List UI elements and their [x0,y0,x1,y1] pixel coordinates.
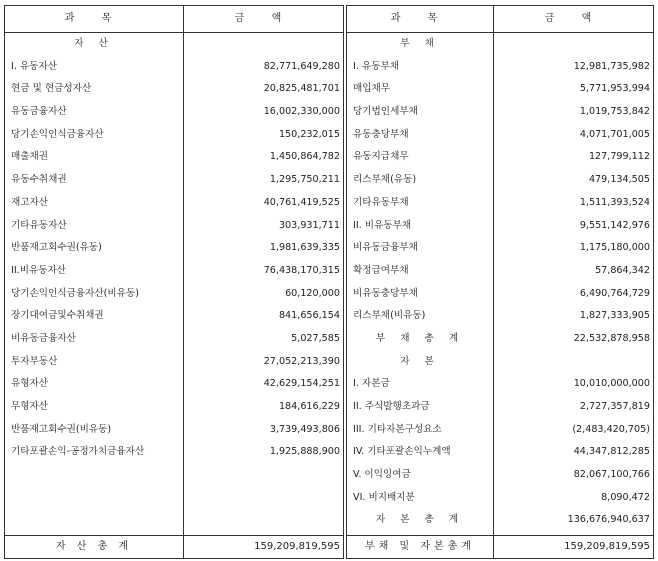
statement-row [347,487,653,510]
row-label: 기타유동자산 [11,219,67,231]
row-label: 부 채 [400,38,440,49]
statement-row [5,305,343,328]
row-label: V. 이익잉여금 [353,469,411,481]
row-amount: 1,511,393,524 [579,196,650,208]
row-amount: 1,295,750,211 [269,174,340,186]
row-label: IV. 기타포괄손익누계액 [353,446,451,458]
row-amount: 12,981,735,982 [573,60,650,72]
statement-row [5,441,343,464]
row-label: 무형자산 [11,401,49,412]
statement-row [347,373,653,396]
row-amount: 1,019,753,842 [579,106,650,118]
row-amount: 44,347,812,285 [573,446,650,458]
row-amount: 479,134,505 [588,174,650,186]
assets-total-row [5,535,343,558]
statement-row [347,215,653,238]
statement-row [5,101,343,124]
statement-row [5,192,343,215]
item-column-header: 과 목 [64,13,124,24]
statement-row [5,237,343,260]
row-amount: 82,771,649,280 [263,60,340,72]
row-amount: 82,067,100,766 [573,469,650,481]
statement-row [347,441,653,464]
statement-row [347,396,653,419]
row-label: II. 비유동부채 [353,219,412,231]
row-amount: (2,483,420,705) [572,423,650,435]
row-amount: 5,771,953,994 [579,83,650,95]
row-label: 유동금융자산 [11,106,67,118]
statement-row [347,101,653,124]
row-label: I. 자본금 [353,378,390,390]
row-amount: 20,825,481,701 [263,83,340,95]
row-amount: 27,052,213,390 [263,355,340,367]
statement-row [347,146,653,169]
row-amount: 6,490,764,729 [579,287,650,299]
total-label: 자 산 총 계 [55,541,133,552]
row-amount: 60,120,000 [285,287,340,299]
row-label: 부 채 총 계 [375,332,465,344]
statement-row [5,260,343,283]
total-amount: 159,209,819,595 [564,541,650,552]
liabilities-equity-total-row [347,535,653,558]
liabilities-rows [347,33,653,532]
statement-row [347,351,653,374]
statement-row [347,328,653,351]
row-amount: 8,090,472 [601,491,650,503]
statement-row [5,169,343,192]
statement-row [347,56,653,79]
statement-row [5,33,343,56]
row-amount: 4,071,701,005 [579,128,650,140]
statement-row [5,56,343,79]
statement-row [347,419,653,442]
row-label: II.비유동자산 [11,264,67,276]
statement-row [347,78,653,101]
row-amount: 10,010,000,000 [573,378,650,390]
statement-row [5,146,343,169]
row-amount: 184,616,229 [278,401,340,412]
statement-row [5,124,343,147]
total-amount: 159,209,819,595 [254,541,340,552]
row-label: 투자부동산 [11,355,58,367]
row-label: 확정급여부채 [353,264,409,276]
statement-row [347,464,653,487]
statement-row [347,33,653,56]
row-label: I. 유동자산 [11,60,57,72]
row-amount: 40,761,419,525 [263,196,340,208]
row-label: 반품재고회수권(비유동) [11,423,112,435]
row-label: 당기손익인식금융자산(비유동) [11,287,139,299]
statement-row [5,419,343,442]
statement-row [347,124,653,147]
row-amount: 16,002,330,000 [263,106,340,118]
row-amount: 9,551,142,976 [579,219,650,231]
row-amount: 42,629,154,251 [263,378,340,390]
statement-row [5,283,343,306]
statement-row [347,509,653,532]
row-amount: 3,739,493,806 [269,423,340,435]
row-label: 매입채무 [353,83,391,95]
row-amount: 2,727,357,819 [579,401,650,412]
row-label: 유동지급채무 [353,151,409,163]
liabilities-header [347,6,653,33]
row-label: II. 주식발행초과금 [353,401,430,412]
amount-column-header: 금 액 [234,13,294,24]
amount-column-header: 금 액 [544,13,604,24]
row-amount: 1,925,888,900 [269,446,340,458]
row-label: 비유동금융부채 [353,242,418,254]
statement-row [5,396,343,419]
row-label: 비유동충당부채 [353,287,418,299]
row-amount: 5,027,585 [291,332,340,344]
row-amount: 136,676,940,637 [567,514,650,526]
row-amount: 76,438,170,315 [263,264,340,276]
statement-row [5,78,343,101]
statement-row [5,351,343,374]
row-label: 리스부채(유동) [353,174,417,186]
row-label: 당기법인세부채 [353,106,418,118]
row-label: 현금 및 현금성자산 [11,83,92,95]
liabilities-equity-panel [346,5,654,559]
row-label: 당기손익인식금융자산 [11,128,104,140]
row-amount: 57,864,342 [595,264,650,276]
row-label: 기타유동부채 [353,196,409,208]
row-label: 매출채권 [11,151,49,163]
statement-row [5,328,343,351]
row-label: 자 산 [74,38,114,49]
row-amount: 1,175,180,000 [579,242,650,254]
row-label: III. 기타자본구성요소 [353,423,442,435]
row-amount: 1,450,864,782 [269,151,340,163]
statement-row [347,283,653,306]
row-label: 유형자산 [11,378,49,390]
row-amount: 303,931,711 [278,219,340,231]
row-amount: 127,799,112 [588,151,650,163]
statement-row [5,215,343,238]
row-amount: 841,656,154 [278,310,340,322]
row-label: 유동충당부채 [353,128,409,140]
row-label: I. 유동부채 [353,60,399,72]
row-amount: 22,532,878,958 [573,332,650,344]
row-label: 반품재고회수권(유동) [11,242,102,254]
assets-panel [4,5,344,559]
row-amount: 150,232,015 [278,128,340,140]
row-label: 기타포괄손익-공정가치금융자산 [11,446,145,458]
row-label: 장기대여금및수취채권 [11,310,104,322]
row-label: 리스부채(비유동) [353,310,426,322]
row-label: 비유동금융자산 [11,332,76,344]
row-label: 자 본 총 계 [375,514,465,526]
statement-row [347,237,653,260]
statement-row [347,305,653,328]
row-label: VI. 비지배지분 [353,491,415,503]
statement-row [347,169,653,192]
row-label: 자 본 [400,355,440,367]
statement-row [5,373,343,396]
row-label: 유동수취채권 [11,174,67,186]
item-column-header: 과 목 [390,13,450,24]
total-label: 부채 및 자본총계 [365,541,475,552]
row-label: 재고자산 [11,196,49,208]
statement-row [347,260,653,283]
statement-row [347,192,653,215]
row-amount: 1,981,639,335 [269,242,340,254]
assets-rows [5,33,343,464]
assets-header [5,6,343,33]
row-amount: 1,827,333,905 [579,310,650,322]
